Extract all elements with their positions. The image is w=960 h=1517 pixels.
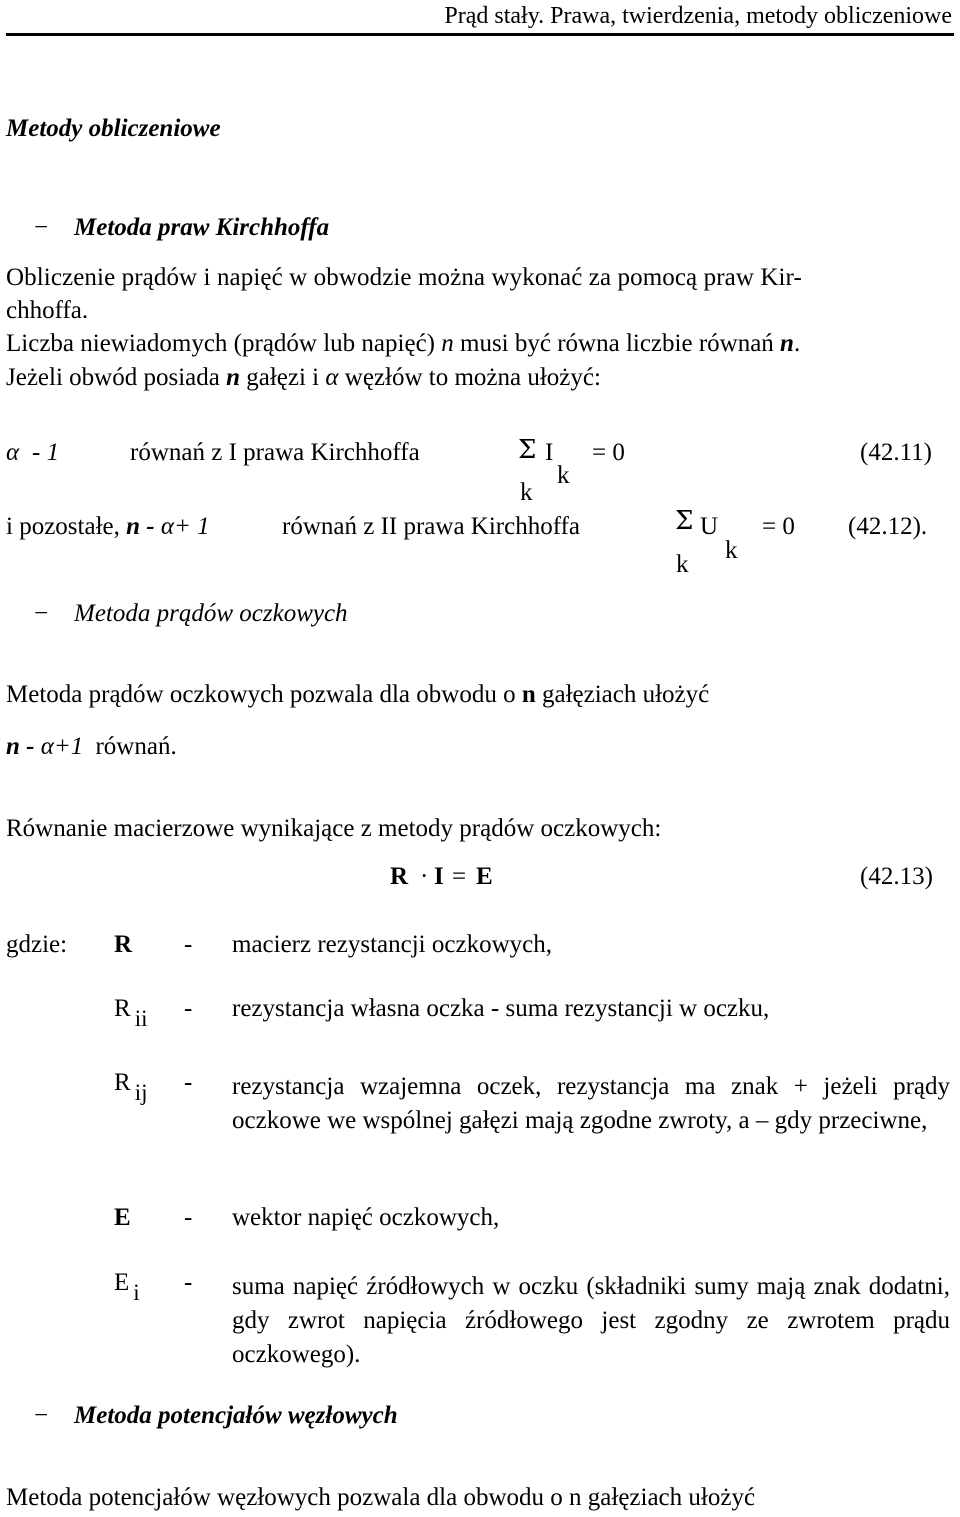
eq1-under: k xyxy=(520,479,533,506)
eq2-minus: - xyxy=(146,513,155,540)
eq1-alpha: α xyxy=(6,439,20,466)
header-rule xyxy=(6,33,954,36)
matrix-eq-number: (42.13) xyxy=(860,863,933,890)
line3-text-b: musi być równa liczbie równań xyxy=(460,330,774,357)
matrix-eq-equals: = xyxy=(452,863,467,890)
def-Rii-dash: - xyxy=(184,995,193,1022)
kirchhoff-line-3 xyxy=(6,331,800,356)
line4-text-a: Jeżeli obwód posiada xyxy=(6,364,220,391)
eq2-plus-one: + 1 xyxy=(173,513,210,540)
eq2-n: n xyxy=(126,513,141,540)
eq1-text: równań z I prawa Kirchhoffa xyxy=(130,439,420,466)
nodal-dash: − xyxy=(34,1402,49,1429)
kirchhoff-line-4 xyxy=(6,365,601,390)
mesh-line-1 xyxy=(6,682,709,707)
def-E-symbol: E xyxy=(114,1204,131,1231)
def-Rii-symbol xyxy=(114,995,148,1031)
page-header-title: Prąd stały. Prawa, twierdzenia, metody obliczeniowe xyxy=(444,3,952,29)
eq1-var: I xyxy=(545,439,554,466)
mesh-line1-b: gałęziach ułożyć xyxy=(541,681,710,708)
eq2-number: (42.12). xyxy=(848,513,928,540)
eq1-rhs: = 0 xyxy=(592,439,625,466)
def-Rij-sub: ij xyxy=(134,1080,148,1105)
def-Ei-sub: i xyxy=(133,1280,140,1305)
def-Ei-sym: E xyxy=(114,1269,130,1296)
matrix-eq-E: E xyxy=(476,863,493,890)
def-Rii-sub: ii xyxy=(134,1006,148,1031)
def-R-symbol: R xyxy=(114,931,133,958)
matrix-eq-R: R xyxy=(390,863,409,890)
def-E-dash: - xyxy=(184,1204,193,1231)
mesh-line1-n: n xyxy=(521,681,536,708)
line4-n: n xyxy=(226,364,240,391)
def-Rij-symbol xyxy=(114,1069,148,1105)
def-E-text: wektor napięć oczkowych, xyxy=(232,1204,500,1231)
def-Ei-text: suma napięć źródłowych w oczku (składniki sumy mają znak dodatni, gdy zwrot napięcia źródłowego jest zgodny ze zwrotem prądu oczkowego). xyxy=(232,1273,950,1368)
eq2-sub: k xyxy=(725,537,738,564)
eq1-sub: k xyxy=(557,462,570,489)
def-Rij-dash: - xyxy=(184,1069,193,1096)
mesh-line-2 xyxy=(6,734,177,759)
mesh-line2-plus: +1 xyxy=(53,733,84,760)
line3-n: n xyxy=(441,330,454,357)
section-title: Metody obliczeniowe xyxy=(6,115,221,142)
def-R-dash: - xyxy=(184,931,193,958)
eq2-under: k xyxy=(676,551,689,578)
where-label: gdzie: xyxy=(6,931,68,958)
matrix-eq-dot: · xyxy=(420,863,429,890)
line3-text-a: Liczba niewiadomych (prądów lub napięć) xyxy=(6,330,435,357)
line3-n2: n xyxy=(780,330,794,357)
def-Rii-sym: R xyxy=(114,995,131,1022)
kirchhoff-dash: − xyxy=(34,214,49,241)
line4-text-b: gałęzi i xyxy=(246,364,320,391)
eq1-sigma: Σ xyxy=(518,435,537,465)
def-Rij-text: rezystancja wzajemna oczek, rezystancja ma znak + jeżeli prądy oczkowe we wspólnej gałęzi mają zgodne zwroty, a – gdy przeciwne, xyxy=(232,1073,950,1134)
kirchhoff-heading: Metoda praw Kirchhoffa xyxy=(74,214,330,241)
eq2-line xyxy=(6,514,210,539)
mesh-heading: Metoda prądów oczkowych xyxy=(74,600,348,627)
matrix-eq-I: I xyxy=(434,863,444,890)
kirchhoff-line-1: Obliczenie prądów i napięć w obwodzie można wykonać za pomocą praw Kir- xyxy=(6,264,802,291)
mesh-dash: − xyxy=(34,600,49,627)
eq2-var: U xyxy=(700,513,719,540)
def-Rii-text: rezystancja własna oczka - suma rezystancji w oczku, xyxy=(232,995,770,1022)
eq1-number: (42.11) xyxy=(860,439,932,466)
eq2-sigma: Σ xyxy=(675,506,694,536)
matrix-intro: Równanie macierzowe wynikające z metody prądów oczkowych: xyxy=(6,815,662,842)
eq2-text: równań z II prawa Kirchhoffa xyxy=(282,513,581,540)
eq1-minus-one: - 1 xyxy=(32,439,60,466)
eq2-prefix: i pozostałe, xyxy=(6,513,120,540)
nodal-line-1: Metoda potencjałów węzłowych pozwala dla obwodu o n gałęziach ułożyć xyxy=(6,1484,756,1511)
mesh-line1-a: Metoda prądów oczkowych pozwala dla obwodu o xyxy=(6,681,516,708)
def-Ei-dash: - xyxy=(184,1269,193,1296)
def-Rij-sym: R xyxy=(114,1069,131,1096)
def-R-text: macierz rezystancji oczkowych, xyxy=(232,931,552,958)
mesh-line2-alpha: α xyxy=(40,733,54,760)
line3-end: . xyxy=(793,330,801,357)
def-Ei-symbol xyxy=(114,1269,140,1305)
mesh-line2-n: n - xyxy=(6,733,35,760)
line4-alpha: α xyxy=(325,364,339,391)
eq2-rhs: = 0 xyxy=(762,513,795,540)
line4-text-c: węzłów to można ułożyć: xyxy=(344,364,601,391)
mesh-line2-text: równań. xyxy=(95,733,177,760)
kirchhoff-line-2: chhoffa. xyxy=(6,297,89,324)
eq2-alpha: α xyxy=(160,513,174,540)
nodal-heading: Metoda potencjałów węzłowych xyxy=(74,1402,398,1429)
